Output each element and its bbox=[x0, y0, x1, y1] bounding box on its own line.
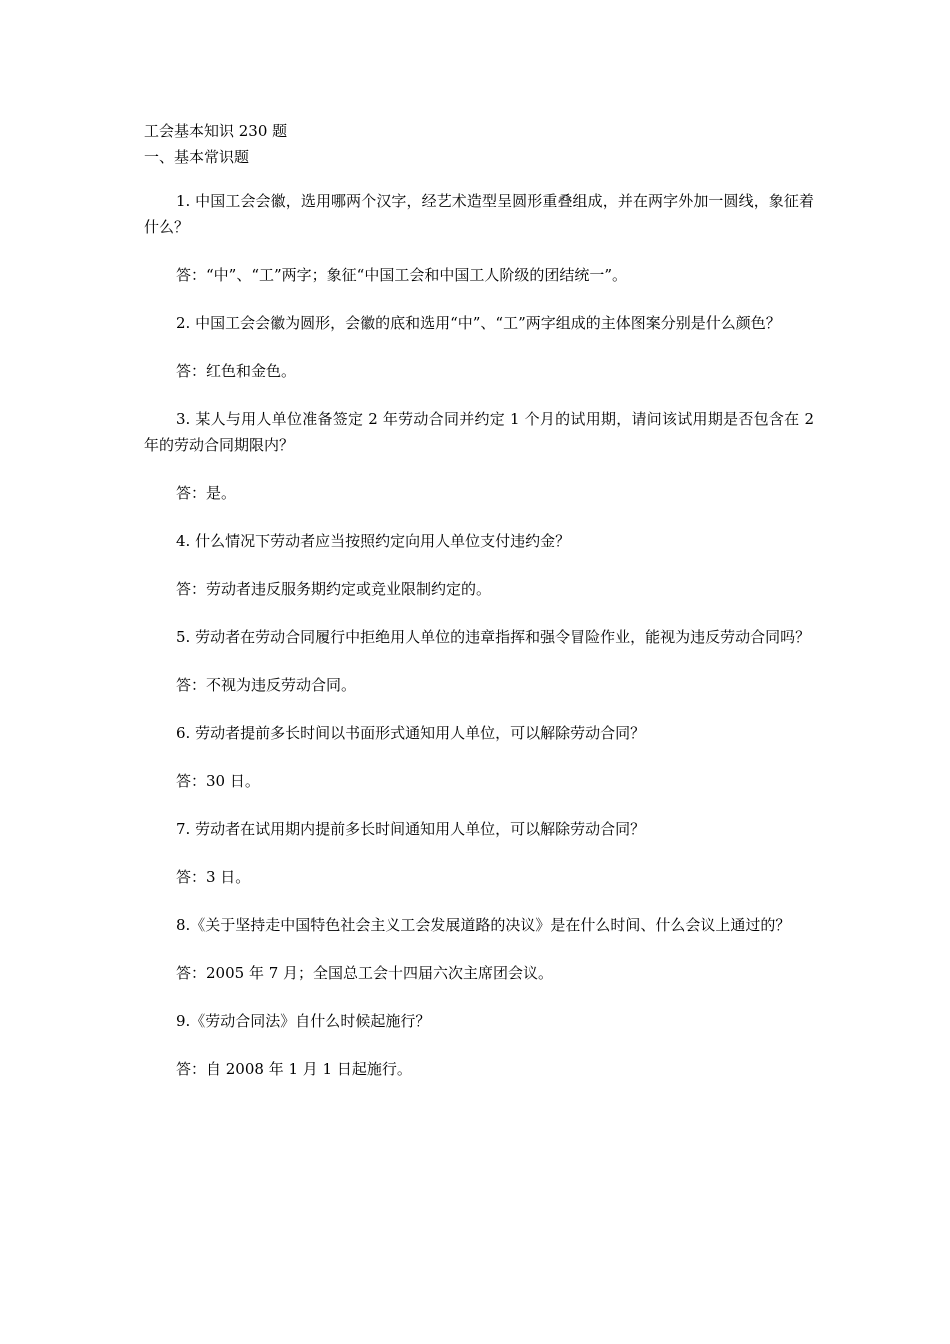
qa-item-1 bbox=[144, 188, 814, 288]
answer-text: 答：是。 bbox=[176, 484, 237, 502]
answer-text: 答：红色和金色。 bbox=[176, 362, 297, 380]
question-text: 3. 某人与用人单位准备签定 2 年劳动合同并约定 1 个月的试用期，请问该试用期是否包含在 2 年的劳动合同期限内？ bbox=[144, 410, 814, 454]
qa-item-2 bbox=[144, 310, 814, 384]
qa-list bbox=[144, 188, 814, 1104]
question-text: 7. 劳动者在试用期内提前多长时间通知用人单位，可以解除劳动合同？ bbox=[176, 820, 646, 838]
answer-text: 答：不视为违反劳动合同。 bbox=[176, 676, 357, 694]
document-title: 工会基本知识 230 题 bbox=[144, 122, 288, 140]
qa-item-8 bbox=[144, 912, 814, 986]
question-text: 4. 什么情况下劳动者应当按照约定向用人单位支付违约金？ bbox=[176, 532, 571, 550]
document-header bbox=[144, 118, 814, 170]
qa-item-7 bbox=[144, 816, 814, 890]
answer-text: 答：30 日。 bbox=[176, 772, 260, 790]
qa-item-6 bbox=[144, 720, 814, 794]
answer-text: 答：2005 年 7 月；全国总工会十四届六次主席团会议。 bbox=[176, 964, 554, 982]
question-text: 8.《关于坚持走中国特色社会主义工会发展道路的决议》是在什么时间、什么会议上通过的？ bbox=[176, 916, 791, 934]
qa-item-4 bbox=[144, 528, 814, 602]
question-text: 9.《劳动合同法》自什么时候起施行？ bbox=[176, 1012, 431, 1030]
answer-text: 答：劳动者违反服务期约定或竞业限制约定的。 bbox=[176, 580, 492, 598]
qa-item-9 bbox=[144, 1008, 814, 1082]
answer-text: 答：3 日。 bbox=[176, 868, 251, 886]
question-text: 6. 劳动者提前多长时间以书面形式通知用人单位，可以解除劳动合同？ bbox=[176, 724, 646, 742]
qa-item-5 bbox=[144, 624, 814, 698]
qa-item-3 bbox=[144, 406, 814, 506]
question-text: 5. 劳动者在劳动合同履行中拒绝用人单位的违章指挥和强令冒险作业，能视为违反劳动合同吗？ bbox=[176, 628, 811, 646]
answer-text: 答：“中”、“工”两字；象征“中国工会和中国工人阶级的团结统一”。 bbox=[176, 266, 628, 284]
section-heading: 一、基本常识题 bbox=[144, 148, 250, 166]
question-text: 1. 中国工会会徽，选用哪两个汉字，经艺术造型呈圆形重叠组成，并在两字外加一圆线，象征着什么？ bbox=[144, 192, 814, 236]
answer-text: 答：自 2008 年 1 月 1 日起施行。 bbox=[176, 1060, 412, 1078]
question-text: 2. 中国工会会徽为圆形，会徽的底和选用“中”、“工”两字组成的主体图案分别是什么颜色？ bbox=[176, 314, 781, 332]
